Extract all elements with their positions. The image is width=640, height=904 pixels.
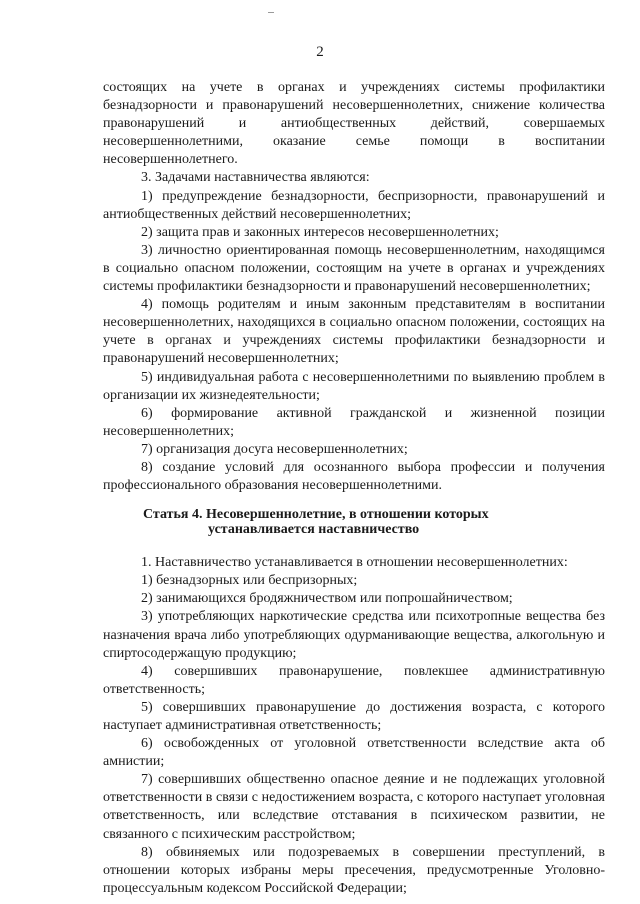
paragraph: 6) освобожденных от уголовной ответственности вследствие акта об амнистии;: [103, 736, 605, 770]
section-article-3-continued: [103, 79, 605, 495]
scan-mark: [268, 12, 274, 13]
paragraph: 2) занимающихся бродяжничеством или попрошайничеством;: [141, 591, 513, 607]
paragraph: состоящих на учете в органах и учреждениях системы профилактики безнадзорности и правонарушений несовершеннолетних, снижение количества правонарушений и антиобщественных действий, совершаемых несовершеннолетними, оказание семье помощи в воспитании несовершеннолетнего.: [103, 80, 605, 168]
document-body: [103, 79, 605, 898]
paragraph: 4) помощь родителям и иным законным представителям в воспитании несовершеннолетних, находящихся в социально опасном положении, состоящих на учете в органах и учреждениях системы профилактики безнадзорности и правонарушений несовершеннолетних;: [103, 297, 605, 367]
paragraph: 5) индивидуальная работа с несовершеннолетними по выявлению проблем в организации их жизнедеятельности;: [103, 369, 605, 403]
article-4-heading-line-1: Статья 4. Несовершеннолетние, в отношении которых: [143, 507, 489, 523]
page-number: 2: [316, 44, 324, 60]
article-4-heading-line-2: устанавливается наставничество: [208, 522, 420, 538]
paragraph: 5) совершивших правонарушение до достижения возраста, с которого наступает административная ответственность;: [103, 699, 605, 733]
paragraph: 3) употребляющих наркотические средства или психотропные вещества без назначения врача либо употребляющих одурманивающие вещества, алкогольную и спиртосодержащую продукцию;: [103, 609, 605, 661]
paragraph: 3) личностно ориентированная помощь несовершеннолетним, находящимся в социально опасном положении, состоящим на учете в органах и учреждениях системы профилактики безнадзорности и правонарушений несовершеннолетних;: [103, 242, 605, 295]
paragraph: 4) совершивших правонарушение, повлекшее административную ответственность;: [103, 663, 605, 697]
heading-spacer: [103, 537, 605, 554]
paragraph: 7) организация досуга несовершеннолетних;: [141, 441, 408, 457]
paragraph: 1) безнадзорных или беспризорных;: [141, 573, 358, 589]
article-4-heading: [103, 507, 605, 537]
paragraph: 6) формирование активной гражданской и жизненной позиции несовершеннолетних;: [103, 405, 605, 439]
section-article-4: [103, 554, 605, 898]
paragraph: 3. Задачами наставничества являются:: [141, 170, 370, 186]
paragraph: 8) создание условий для осознанного выбора профессии и получения профессионального образования несовершеннолетними.: [103, 459, 605, 494]
paragraph: 7) совершивших общественно опасное деяние и не подлежащих уголовной ответственности в связи с недостижением возраста, с которого наступает уголовная ответственность, или вследствие отставания в психическом развитии, не связанного с психическим расстройством;: [103, 772, 605, 842]
paragraph: 1. Наставничество устанавливается в отношении несовершеннолетних:: [141, 555, 568, 571]
paragraph: 8) обвиняемых или подозреваемых в совершении преступлений, в отношении которых избраны меры пресечения, предусмотренные Уголовно-процессуальным кодексом Российской Федерации;: [103, 844, 605, 896]
paragraph: 2) защита прав и законных интересов несовершеннолетних;: [141, 224, 499, 240]
paragraph: 1) предупреждение безнадзорности, беспризорности, правонарушений и антиобщественных действий несовершеннолетних;: [103, 188, 605, 222]
